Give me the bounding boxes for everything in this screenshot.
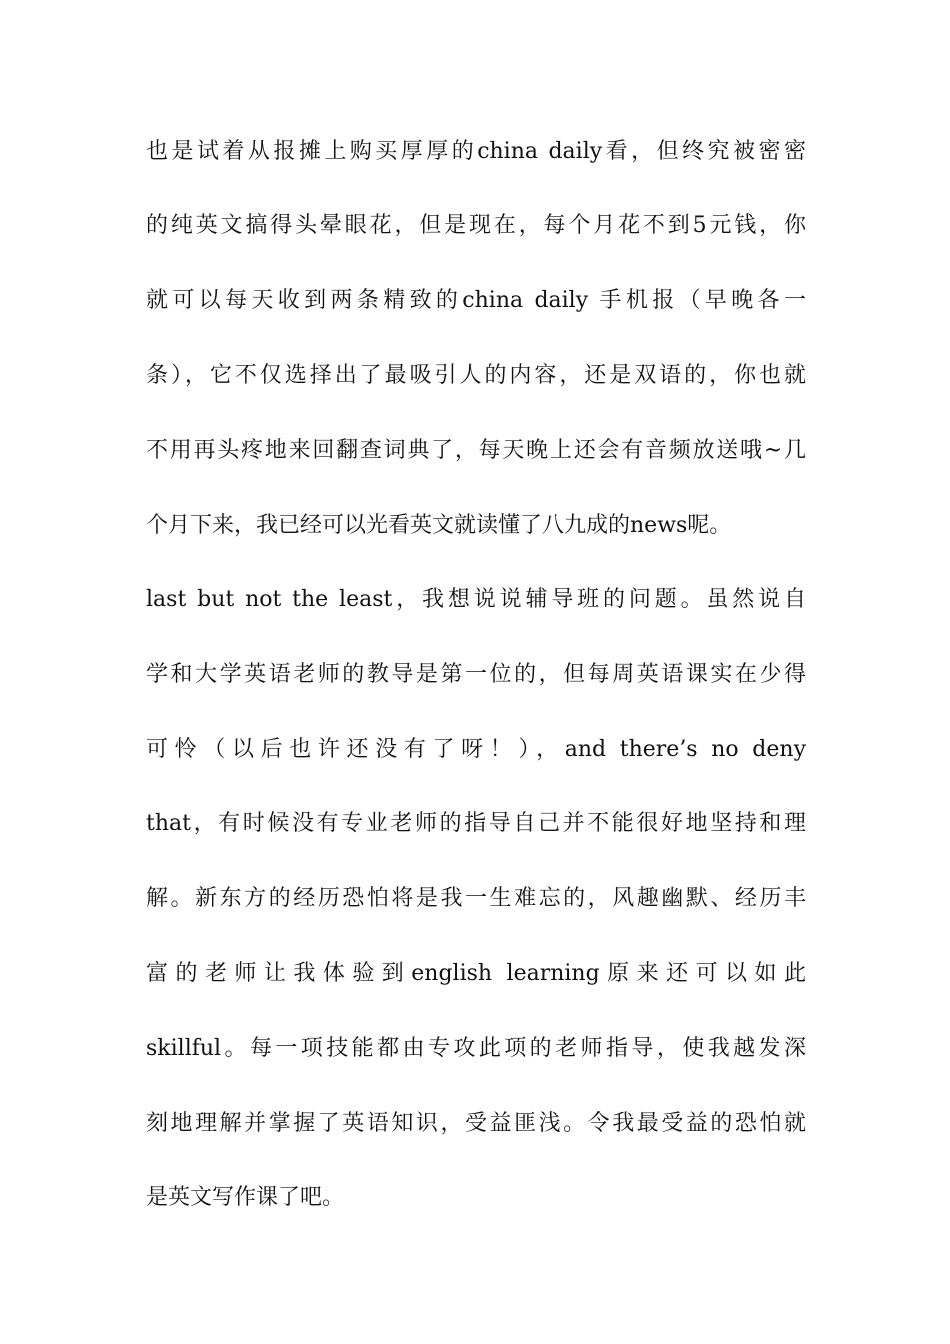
text-line-9: 可怜（以后也许还没有了呀！），and there’s no deny bbox=[146, 737, 806, 762]
text-line-1: 也是试着从报摊上购买厚厚的china daily看，但终究被密密 bbox=[146, 139, 806, 164]
text-line-15: 是英文写作课了吧。 bbox=[146, 1185, 345, 1210]
text-line-2: 的纯英文搞得头晕眼花，但是现在，每个月花不到5元钱，你 bbox=[146, 213, 806, 238]
text-line-7: last but not the least，我想说说辅导班的问题。虽然说自 bbox=[146, 587, 806, 612]
text-line-10: that，有时候没有专业老师的指导自己并不能很好地坚持和理 bbox=[146, 811, 806, 836]
text-line-3: 就可以每天收到两条精致的china daily 手机报（早晚各一 bbox=[146, 288, 806, 313]
text-line-6: 个月下来，我已经可以光看英文就读懂了八九成的news呢。 bbox=[146, 513, 732, 538]
text-line-12: 富的老师让我体验到english learning原来还可以如此 bbox=[146, 961, 806, 986]
text-line-4: 条），它不仅选择出了最吸引人的内容，还是双语的，你也就 bbox=[146, 363, 806, 388]
text-line-8: 学和大学英语老师的教导是第一位的，但每周英语课实在少得 bbox=[146, 662, 806, 687]
text-line-13: skillful。每一项技能都由专攻此项的老师指导，使我越发深 bbox=[146, 1036, 806, 1061]
text-line-5: 不用再头疼地来回翻查词典了，每天晚上还会有音频放送哦~几 bbox=[146, 438, 806, 463]
text-line-14: 刻地理解并掌握了英语知识，受益匪浅。令我最受益的恐怕就 bbox=[146, 1111, 806, 1136]
text-line-11: 解。新东方的经历恐怕将是我一生难忘的，风趣幽默、经历丰 bbox=[146, 886, 806, 911]
